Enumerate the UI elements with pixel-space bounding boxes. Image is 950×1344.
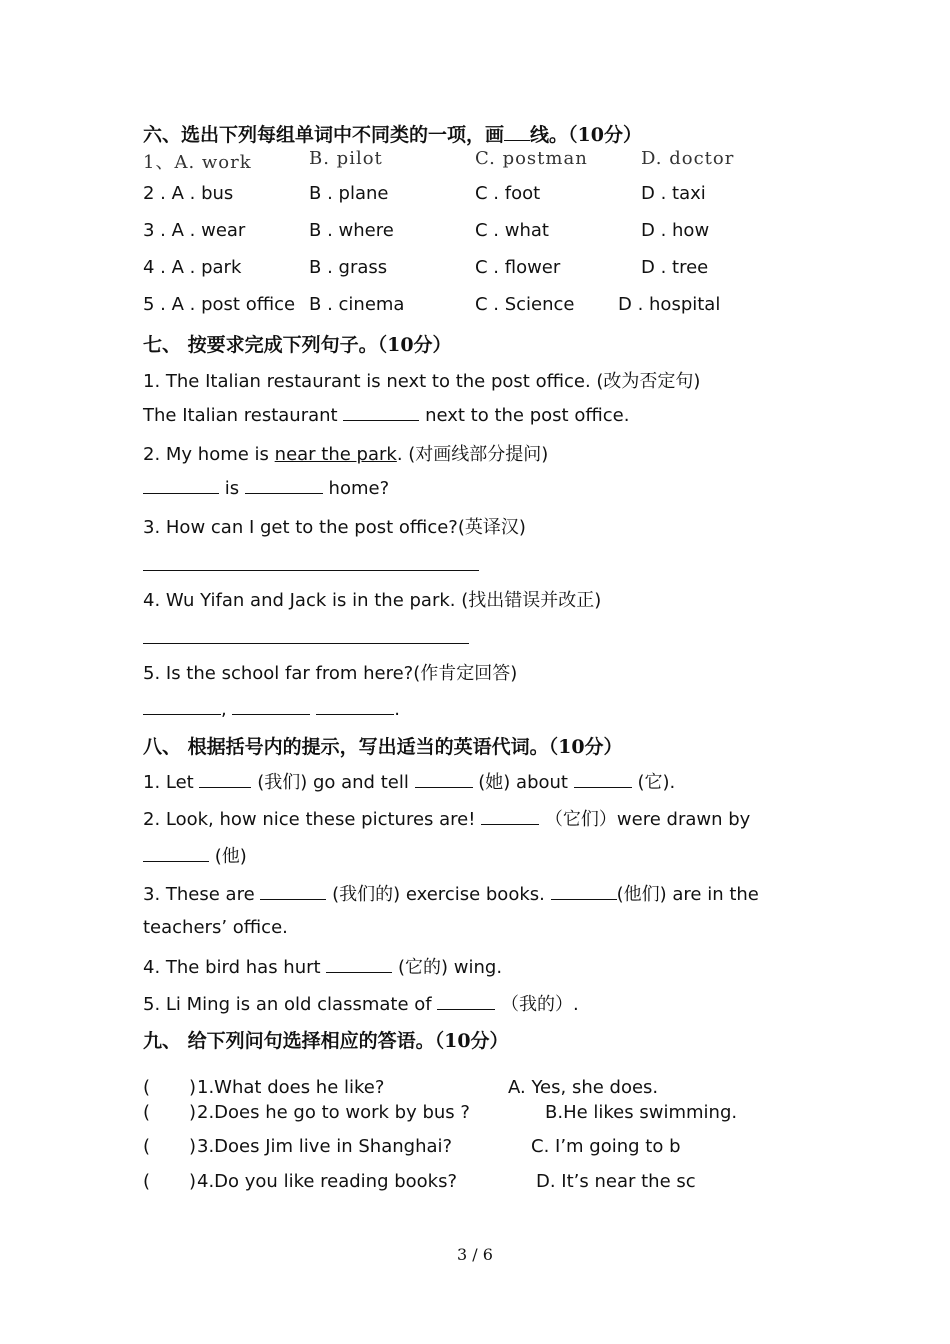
answer-blank[interactable] <box>199 771 251 788</box>
answer-option: D. It’s near the sc <box>536 1171 696 1192</box>
s7-answer-5 <box>143 698 400 720</box>
answer-blank[interactable] <box>481 808 539 825</box>
option-a: 3 . A . wear <box>143 220 246 241</box>
answer-blank[interactable] <box>343 404 419 421</box>
page-number: 3 / 6 <box>457 1245 493 1264</box>
option-d: D . hospital <box>618 294 721 315</box>
answer-blank[interactable] <box>415 771 473 788</box>
question-text: 2.Does he go to work by bus ? <box>197 1102 470 1123</box>
answer-blank[interactable] <box>551 883 617 900</box>
section-6-title <box>143 120 642 147</box>
answer-blank[interactable] <box>260 883 326 900</box>
option-a: 4 . A . park <box>143 257 242 278</box>
answer-text: . <box>394 699 400 720</box>
answer-text: is <box>219 478 245 499</box>
answer-option: C. I’m going to b <box>531 1136 681 1157</box>
question-text: 5. Li Ming is an old classmate of <box>143 994 438 1015</box>
option-c: C . what <box>475 220 549 241</box>
question-text: 3.Does Jim live in Shanghai? <box>197 1136 453 1157</box>
answer-text: next to the post office. <box>419 405 630 426</box>
question-text: (它的) wing. <box>392 957 503 978</box>
answer-paren-open[interactable]: ( <box>143 1136 151 1157</box>
answer-blank[interactable] <box>245 477 323 494</box>
option-b: B . where <box>309 220 394 241</box>
question-text: 1. Let <box>143 772 200 793</box>
question-text: 4. The bird has hurt <box>143 957 327 978</box>
answer-blank[interactable] <box>326 956 392 973</box>
option-b: B. pilot <box>309 148 383 169</box>
answer-text: home? <box>322 478 390 499</box>
option-c: C . flower <box>475 257 561 278</box>
question-text: 3. These are <box>143 884 261 905</box>
question-text: (我们的) exercise books. <box>326 884 551 905</box>
underline-blank <box>504 124 530 141</box>
answer-blank[interactable] <box>143 698 221 715</box>
option-b: B . cinema <box>309 294 405 315</box>
answer-paren-close: ) <box>189 1136 197 1157</box>
question-text: (它). <box>631 772 676 793</box>
answer-blank[interactable] <box>143 845 209 862</box>
question-text: (她) about <box>472 772 574 793</box>
s7-question-1: 1. The Italian restaurant is next to the post office. (改为否定句) <box>143 371 701 392</box>
answer-paren-close: ) <box>189 1077 197 1098</box>
option-a: 1、A. work <box>143 152 252 173</box>
answer-blank[interactable] <box>232 698 310 715</box>
question-text: 2. Look, how nice these pictures are! <box>143 809 482 830</box>
s7-question-3: 3. How can I get to the post office?(英译汉) <box>143 517 526 538</box>
option-d: D . tree <box>641 257 709 278</box>
answer-paren-close: ) <box>189 1171 197 1192</box>
question-text: (他) <box>209 846 247 867</box>
option-a: 2 . A . bus <box>143 183 234 204</box>
section-8-title: 八、 根据括号内的提示，写出适当的英语代词。（10分） <box>143 736 623 758</box>
answer-text: The Italian restaurant <box>143 405 344 426</box>
s7-answer-1 <box>143 404 629 426</box>
answer-text: , <box>221 699 233 720</box>
answer-paren-open[interactable]: ( <box>143 1171 151 1192</box>
s7-question-2 <box>143 440 548 466</box>
s7-answer-2 <box>143 477 389 499</box>
question-text: （我的）. <box>495 994 579 1015</box>
s8-question-4 <box>143 953 502 979</box>
answer-blank[interactable] <box>143 477 219 494</box>
question-text: 1.What does he like? <box>197 1077 385 1098</box>
section-6-title-tail: 线。（10分） <box>530 124 642 146</box>
answer-paren-close: ) <box>189 1102 197 1123</box>
s8-question-5 <box>143 990 579 1016</box>
underlined-phrase: near the park <box>274 444 397 465</box>
answer-option: B.He likes swimming. <box>545 1102 738 1123</box>
s8-question-2 <box>143 805 750 831</box>
answer-paren-open[interactable]: ( <box>143 1077 151 1098</box>
s7-question-5: 5. Is the school far from here?(作肯定回答) <box>143 663 518 684</box>
answer-option: A. Yes, she does. <box>508 1077 659 1098</box>
option-c: C. postman <box>475 148 588 169</box>
s7-answer-4-line[interactable] <box>143 643 469 644</box>
section-9-title: 九、 给下列问句选择相应的答语。（10分） <box>143 1030 509 1052</box>
option-c: C . Science <box>475 294 575 315</box>
s8-question-3-cont: teachers’ office. <box>143 917 288 938</box>
section-6-title-text: 六、选出下列每组单词中不同类的一项，画 <box>143 124 505 146</box>
answer-blank[interactable] <box>316 698 394 715</box>
option-d: D. doctor <box>641 148 735 169</box>
option-b: B . grass <box>309 257 388 278</box>
question-text: (他们) are in the <box>616 884 759 905</box>
option-a: 5 . A . post office <box>143 294 296 315</box>
question-text: 2. My home is <box>143 444 275 465</box>
answer-paren-open[interactable]: ( <box>143 1102 151 1123</box>
s8-question-2-cont <box>143 842 247 868</box>
question-text: . (对画线部分提问) <box>396 444 549 465</box>
answer-blank[interactable] <box>437 993 495 1010</box>
s8-question-1 <box>143 768 675 794</box>
section-7-title: 七、 按要求完成下列句子。（10分） <box>143 334 452 356</box>
question-text: (我们) go and tell <box>251 772 415 793</box>
answer-blank[interactable] <box>574 771 632 788</box>
question-text: 4.Do you like reading books? <box>197 1171 458 1192</box>
s8-question-3 <box>143 880 759 906</box>
s7-question-4: 4. Wu Yifan and Jack is in the park. (找出错误并改正) <box>143 590 602 611</box>
s7-answer-3-line[interactable] <box>143 570 479 571</box>
option-d: D . taxi <box>641 183 706 204</box>
option-d: D . how <box>641 220 710 241</box>
option-c: C . foot <box>475 183 541 204</box>
question-text: （它们）were drawn by <box>539 809 751 830</box>
option-b: B . plane <box>309 183 389 204</box>
